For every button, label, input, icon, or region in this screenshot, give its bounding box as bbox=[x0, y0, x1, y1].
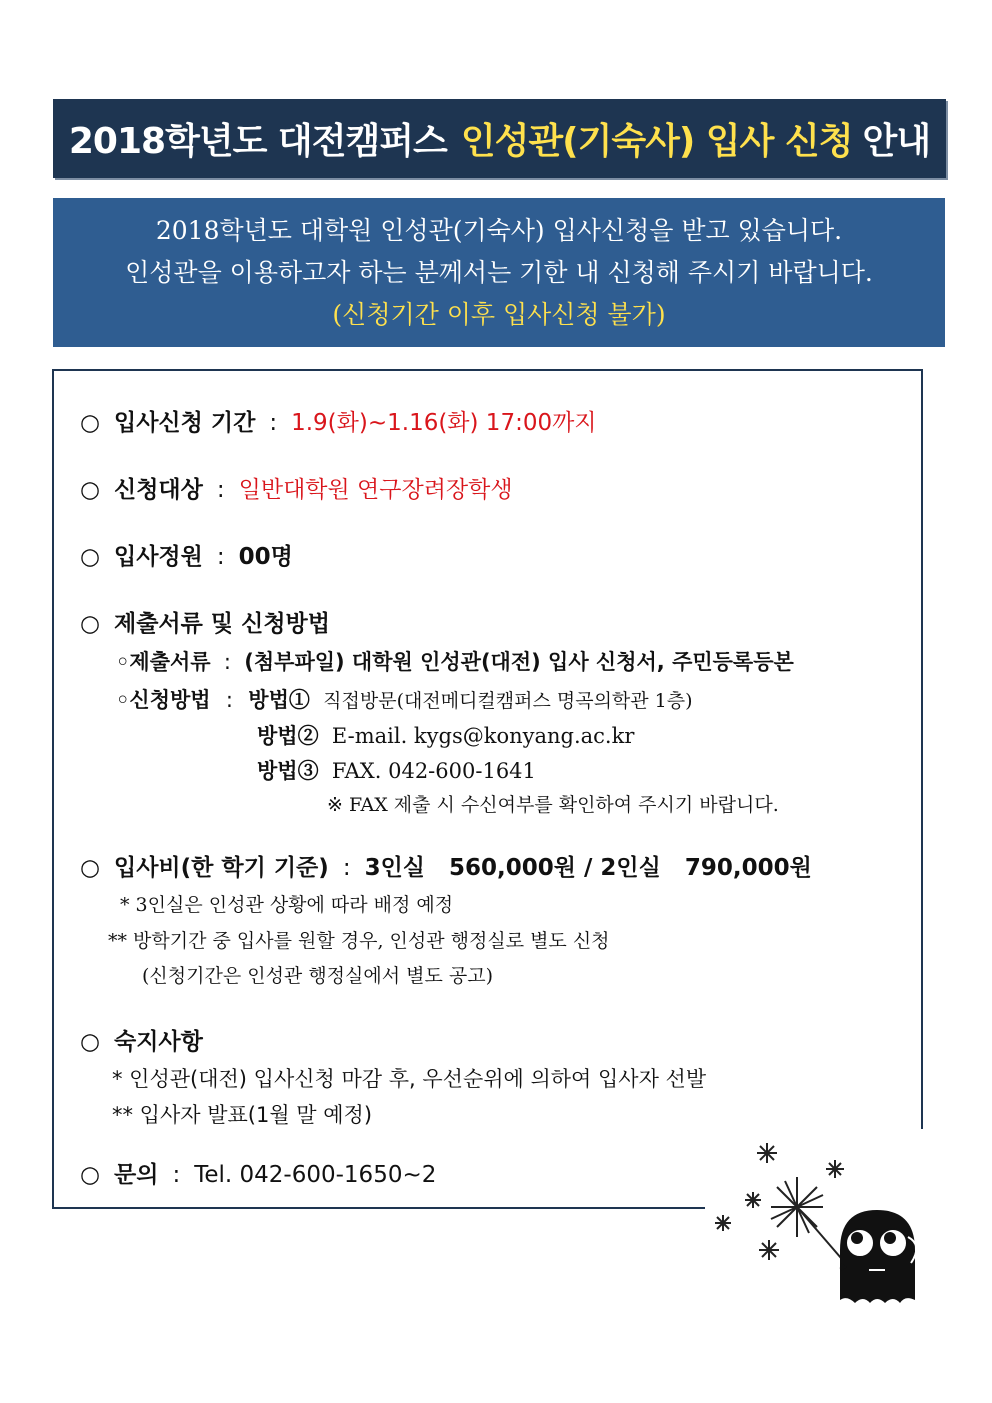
docs-method-label: ◦신청방법 bbox=[116, 688, 211, 712]
target-row bbox=[80, 471, 513, 504]
period-value: 1.9(화)~1.16(화) 17:00까지 bbox=[291, 410, 597, 436]
notes-item-2: ** 입사자 발표(1월 말 예정) bbox=[112, 1103, 373, 1127]
capacity-sep: : bbox=[216, 544, 225, 570]
docs-submission-label: ◦제출서류 bbox=[116, 650, 211, 674]
notes-item-1: * 인성관(대전) 입사신청 마감 후, 우선순위에 의하여 입사자 선발 bbox=[112, 1067, 707, 1091]
bullet-circle-icon: ○ bbox=[80, 855, 101, 881]
period-row bbox=[80, 404, 597, 437]
notes-label: 숙지사항 bbox=[114, 1029, 203, 1055]
intro-line-2: 인성관을 이용하고자 하는 분께서는 기한 내 신청해 주시기 바랍니다. bbox=[125, 258, 873, 287]
fee-note-3: (신청기간은 인성관 행정실에서 별도 공고) bbox=[142, 965, 494, 987]
docs-heading bbox=[80, 605, 330, 638]
method-3-name: 방법③ bbox=[257, 758, 319, 783]
method-3-row bbox=[257, 755, 536, 785]
notes-heading bbox=[80, 1023, 203, 1056]
contact-label: 문의 bbox=[114, 1162, 159, 1188]
fee-row: ○ 입사비(한 학기 기준) : 3인실 560,000원 / 2인실 790,000원 bbox=[80, 855, 812, 881]
intro-line-1: 2018학년도 대학원 인성관(기숙사) 입사신청을 받고 있습니다. bbox=[155, 216, 843, 245]
mascot-body bbox=[840, 1210, 916, 1303]
method-1-value: 직접방문(대전메디컬캠퍼스 명곡의학관 1층) bbox=[323, 690, 693, 712]
title-suffix: 안내 bbox=[862, 121, 931, 162]
fee-note-1: * 3인실은 인성관 상황에 따라 배정 예정 bbox=[120, 894, 454, 916]
method-2-value: E-mail. kygs@konyang.ac.kr bbox=[331, 724, 635, 748]
bullet-circle-icon: ○ bbox=[80, 544, 101, 570]
target-value: 일반대학원 연구장려장학생 bbox=[238, 477, 513, 503]
page-title bbox=[53, 99, 946, 178]
bullet-circle-icon: ○ bbox=[80, 1162, 101, 1188]
method-2-row bbox=[257, 720, 634, 750]
fee-label: 입사비(한 학기 기준) bbox=[114, 855, 329, 881]
target-sep: : bbox=[216, 477, 225, 503]
bullet-circle-icon: ○ bbox=[80, 477, 101, 503]
method-1-name: 방법① bbox=[248, 687, 310, 712]
sparkle-icon bbox=[715, 1143, 847, 1265]
contact-value: Tel. 042-600-1650~2 bbox=[194, 1162, 437, 1188]
docs-submission-value: (첨부파일) 대학원 인성관(대전) 입사 신청서, 주민등록등본 bbox=[244, 650, 794, 674]
method-3-value: FAX. 042-600-1641 bbox=[331, 759, 536, 783]
character-icon bbox=[705, 1135, 935, 1315]
title-prefix: 2018학년도 대전캠퍼스 bbox=[68, 121, 447, 162]
contact-row: ○ 문의 : Tel. 042-600-1650~2 bbox=[80, 1162, 437, 1188]
period-label: 입사신청 기간 bbox=[114, 410, 256, 436]
fee-note-2: ** 방학기간 중 입사를 원할 경우, 인성관 행정실로 별도 신청 bbox=[108, 930, 610, 952]
period-sep: : bbox=[269, 410, 278, 436]
bullet-circle-icon: ○ bbox=[80, 611, 101, 637]
docs-label: 제출서류 및 신청방법 bbox=[114, 611, 330, 637]
content-box-right-border bbox=[921, 369, 923, 1129]
fax-note: ※ FAX 제출 시 수신여부를 확인하여 주시기 바랍니다. bbox=[327, 794, 779, 816]
bullet-circle-icon: ○ bbox=[80, 410, 101, 436]
method-2-name: 방법② bbox=[257, 723, 319, 748]
title-highlight: 인성관(기숙사) 입사 신청 bbox=[460, 121, 853, 162]
intro-box bbox=[53, 198, 945, 347]
capacity-value: 00명 bbox=[238, 544, 293, 570]
intro-notice: (신청기간 이후 입사신청 불가) bbox=[332, 300, 666, 329]
fee-value: 3인실 560,000원 / 2인실 790,000원 bbox=[364, 855, 812, 881]
capacity-label: 입사정원 bbox=[114, 544, 203, 570]
bullet-circle-icon: ○ bbox=[80, 1029, 101, 1055]
capacity-row bbox=[80, 538, 293, 571]
docs-method-row: ◦신청방법 : 방법① 직접방문(대전메디컬캠퍼스 명곡의학관 1층) bbox=[116, 687, 693, 712]
docs-submission-row: ◦제출서류 : (첨부파일) 대학원 인성관(대전) 입사 신청서, 주민등록등본 bbox=[116, 650, 794, 674]
target-label: 신청대상 bbox=[114, 477, 203, 503]
